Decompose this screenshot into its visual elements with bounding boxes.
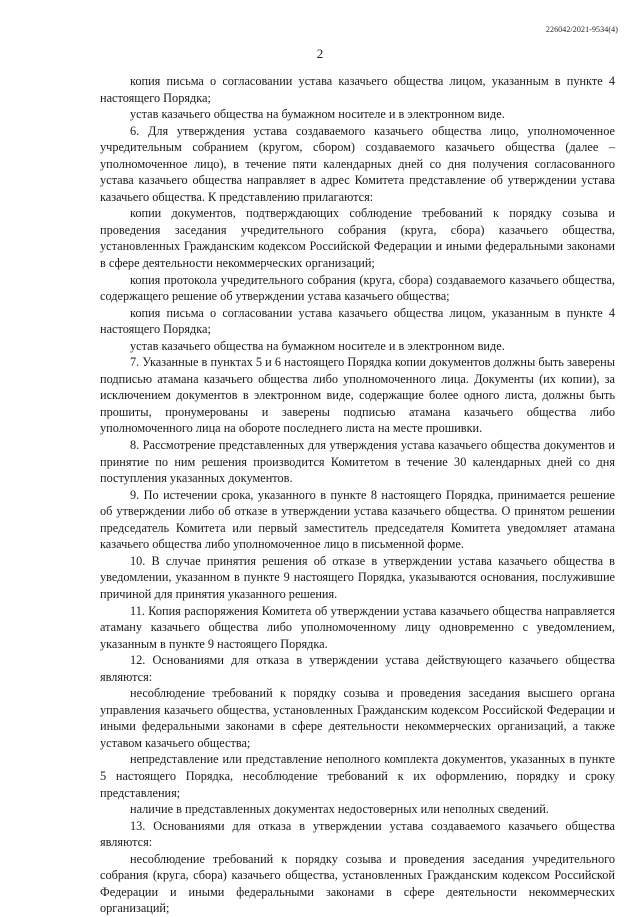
document-body bbox=[100, 73, 615, 917]
paragraph: 12. Основаниями для отказа в утверждении устава действующего казачьего общества являются: bbox=[100, 653, 615, 684]
paragraph: 10. В случае принятия решения об отказе в утверждении устава казачьего общества в уведомлении, указанном в пункте 9 настоящего Порядка, указываются основания, послужившие причиной для принятия указанного решения. bbox=[100, 553, 615, 601]
paragraph: копия протокола учредительного собрания (круга, сбора) создаваемого казачьего общества, содержащего решение об утверждении устава казачьего общества; bbox=[100, 272, 615, 304]
paragraph: 7. Указанные в пунктах 5 и 6 настоящего Порядка копии документов должны быть заверены подписью атамана казачьего общества либо уполномоченного лица. Документы (их копии), за исключением документов в электронном виде, содержащие более одного листа, должны быть прошиты, пронумерованы и заверены подписью атамана казачьего общества либо уполномоченного лица на обороте последнего листа на месте прошивки. bbox=[100, 355, 615, 436]
paragraph: 9. По истечении срока, указанного в пункте 8 настоящего Порядка, принимается решение об утверждении либо об отказе в утверждении устава казачьего общества. О принятом решении председатель Комитета или первый заместитель председателя Комитета уведомляет атамана казачьего общества либо уполномоченное лицо в письменной форме. bbox=[100, 487, 615, 552]
paragraph: копия письма о согласовании устава казачьего общества лицом, указанным в пункте 4 настоящего Порядка; bbox=[100, 74, 615, 105]
paragraph: устав казачьего общества на бумажном носителе и в электронном виде. bbox=[130, 107, 505, 122]
document-id: 226042/2021-9534(4) bbox=[545, 25, 618, 34]
paragraph: 8. Рассмотрение представленных для утверждения устава казачьего общества документов и принятие по ним решения производится Комитетом в течение 30 календарных дней со дня поступления указанных документов. bbox=[100, 438, 615, 486]
paragraph: копии документов, подтверждающих соблюдение требований к порядку созыва и проведения заседания учредительного собрания (круга, сбора) казачьего общества, установленных Гражданским кодексом Российской Федерации и иными федеральными законами в сфере деятельности некоммерческих организаций; bbox=[100, 206, 615, 271]
paragraph: устав казачьего общества на бумажном носителе и в электронном виде. bbox=[130, 338, 505, 353]
paragraph: копия письма о согласовании устава казачьего общества лицом, указанным в пункте 4 настоящего Порядка; bbox=[100, 305, 615, 337]
paragraph: несоблюдение требований к порядку созыва и проведения заседания учредительного собрания (круга, сбора) казачьего общества, установленных Гражданским кодексом Российской Федерации и иными федеральными законами в сфере деятельности некоммерческих организаций; bbox=[100, 851, 615, 916]
paragraph: наличие в представленных документах недостоверных или неполных сведений. bbox=[130, 802, 549, 817]
paragraph: 13. Основаниями для отказа в утверждении устава создаваемого казачьего общества являются: bbox=[100, 818, 615, 850]
paragraph: несоблюдение требований к порядку созыва и проведения заседания высшего органа управления казачьего общества, установленных Гражданским кодексом Российской Федерации и иными федеральными законами в сфере деятельности некоммерческих организаций, а также уставом казачьего общества; bbox=[100, 686, 615, 750]
paragraph: 6. Для утверждения устава создаваемого казачьего общества лицо, уполномоченное учредительным собранием (кругом, сбором) создаваемого казачьего общества (далее – уполномоченное лицо), в течение пяти календарных дней со дня получения согласованного устава казачьего общества направляет в адрес Комитета представление об утверждении устава казачьего общества. К представлению прилагаются: bbox=[100, 123, 615, 204]
paragraph: непредставление или представление неполного комплекта документов, указанных в пункте 5 настоящего Порядка, несоблюдение требований к их оформлению, порядку и сроку представления; bbox=[100, 752, 615, 800]
page-number: 2 bbox=[316, 46, 324, 61]
paragraph: 11. Копия распоряжения Комитета об утверждении устава казачьего общества направляется атаману казачьего общества либо уполномоченному лицу одновременно с уведомлением, указанным в пункте 9 настоящего Порядка. bbox=[100, 603, 615, 651]
